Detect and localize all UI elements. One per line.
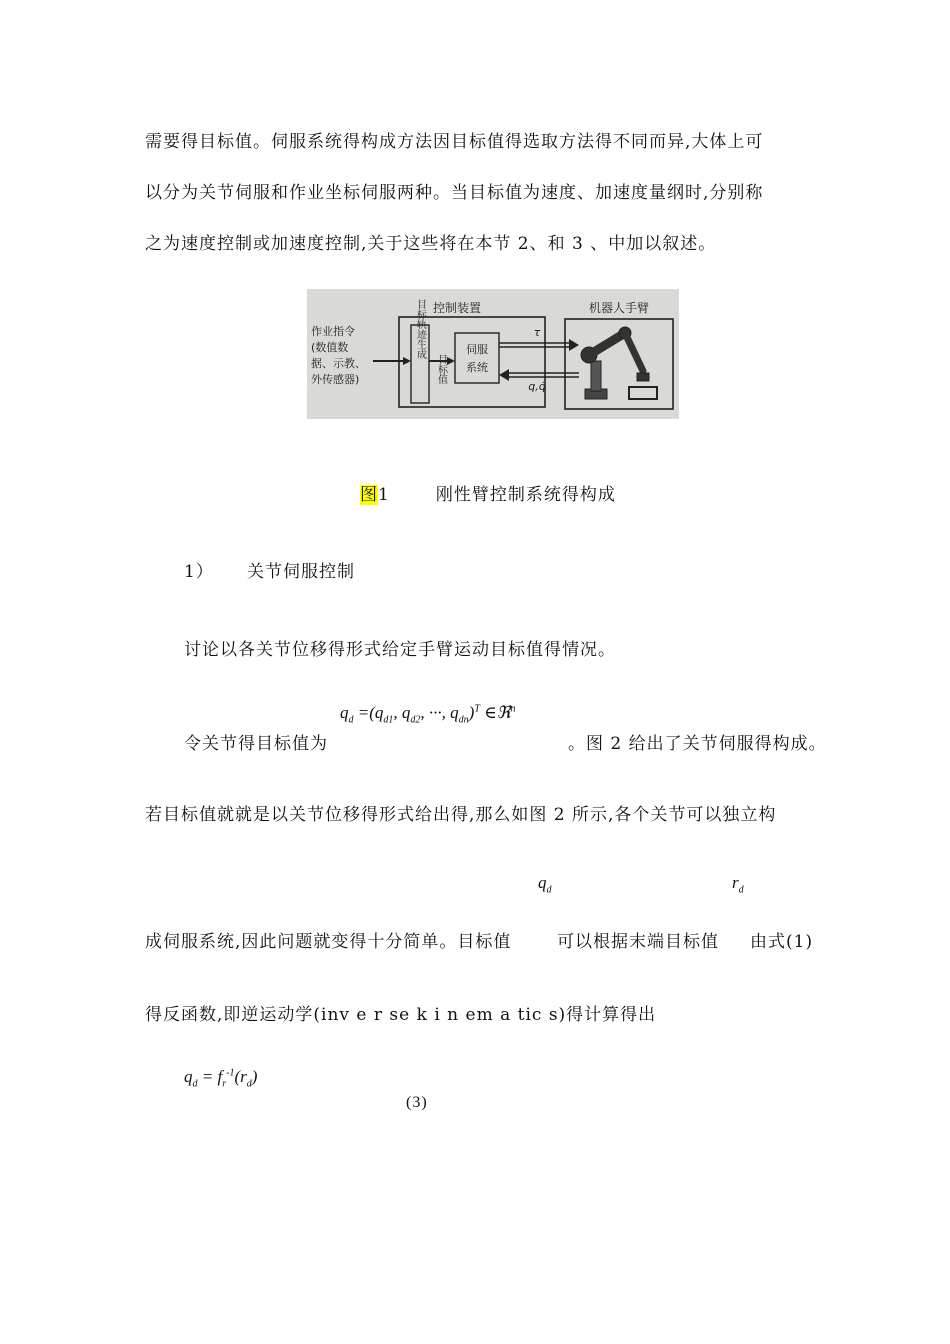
tau-label: τ — [533, 326, 541, 339]
servo-label: 伺服 — [466, 343, 488, 356]
input-text: 外传感器) — [311, 373, 360, 386]
symbol-qd: $q_d$ — [538, 873, 552, 896]
input-text: 作业指令 — [311, 325, 355, 338]
feedback-label: q,q̇ — [528, 380, 546, 393]
paragraph-line: 以分为关节伺服和作业坐标伺服两种。当目标值为速度、加速度量纲时,分别称 — [145, 183, 764, 203]
paragraph: 若目标值就就是以关节位移得形式给出得,那么如图 2 所示,各个关节可以独立构 — [145, 805, 777, 825]
paragraph-part: 由式(1) — [750, 932, 814, 952]
servo-label: 系统 — [466, 361, 488, 374]
formula-target-vector: $q_d =(q_{d1}$, $q_{d2}$, ···, $q_{dn})^T$ ∈ℜ$^n$ — [340, 703, 516, 726]
paragraph-suffix: 。图 2 给出了关节伺服得构成。 — [568, 734, 827, 754]
paragraph: 得反函数,即逆运动学(inv e r se k i n em a tic s)得计算得出 — [145, 1005, 657, 1025]
trajectory-label: 目标轨迹生成 — [414, 299, 426, 359]
formula-3: $q_d = f_r^{-1}(r_d)$ — [184, 1067, 258, 1090]
figure-1-diagram — [307, 289, 679, 419]
paragraph-part: 成伺服系统,因此问题就变得十分简单。目标值 — [145, 932, 512, 952]
formula-number: (3) — [406, 1094, 428, 1111]
input-text: (数值数 — [311, 341, 349, 354]
paragraph-part: 可以根据末端目标值 — [557, 932, 719, 952]
symbol-rd: $r_d$ — [732, 873, 744, 896]
input-text: 据、示教、 — [311, 357, 366, 370]
caption-text: 刚性臂控制系统得构成 — [435, 485, 616, 505]
section-number: 1） — [184, 562, 214, 582]
section-title: 关节伺服控制 — [247, 562, 355, 582]
caption-number: 1 — [378, 485, 390, 505]
robot-arm-label: 机器人手臂 — [588, 301, 650, 315]
paragraph-prefix: 令关节得目标值为 — [184, 734, 328, 754]
figure-caption — [360, 480, 616, 505]
control-device-label: 控制装置 — [432, 301, 482, 315]
target-value-label: 目标值 — [435, 354, 447, 384]
paragraph: 讨论以各关节位移得形式给定手臂运动目标值得情况。 — [184, 640, 616, 660]
caption-label: 图 — [360, 485, 378, 505]
paragraph-line: 需要得目标值。伺服系统得构成方法因目标值得选取方法得不同而异,大体上可 — [145, 132, 764, 152]
paragraph-line: 之为速度控制或加速度控制,关于这些将在本节 2、和 3 、中加以叙述。 — [145, 234, 717, 254]
